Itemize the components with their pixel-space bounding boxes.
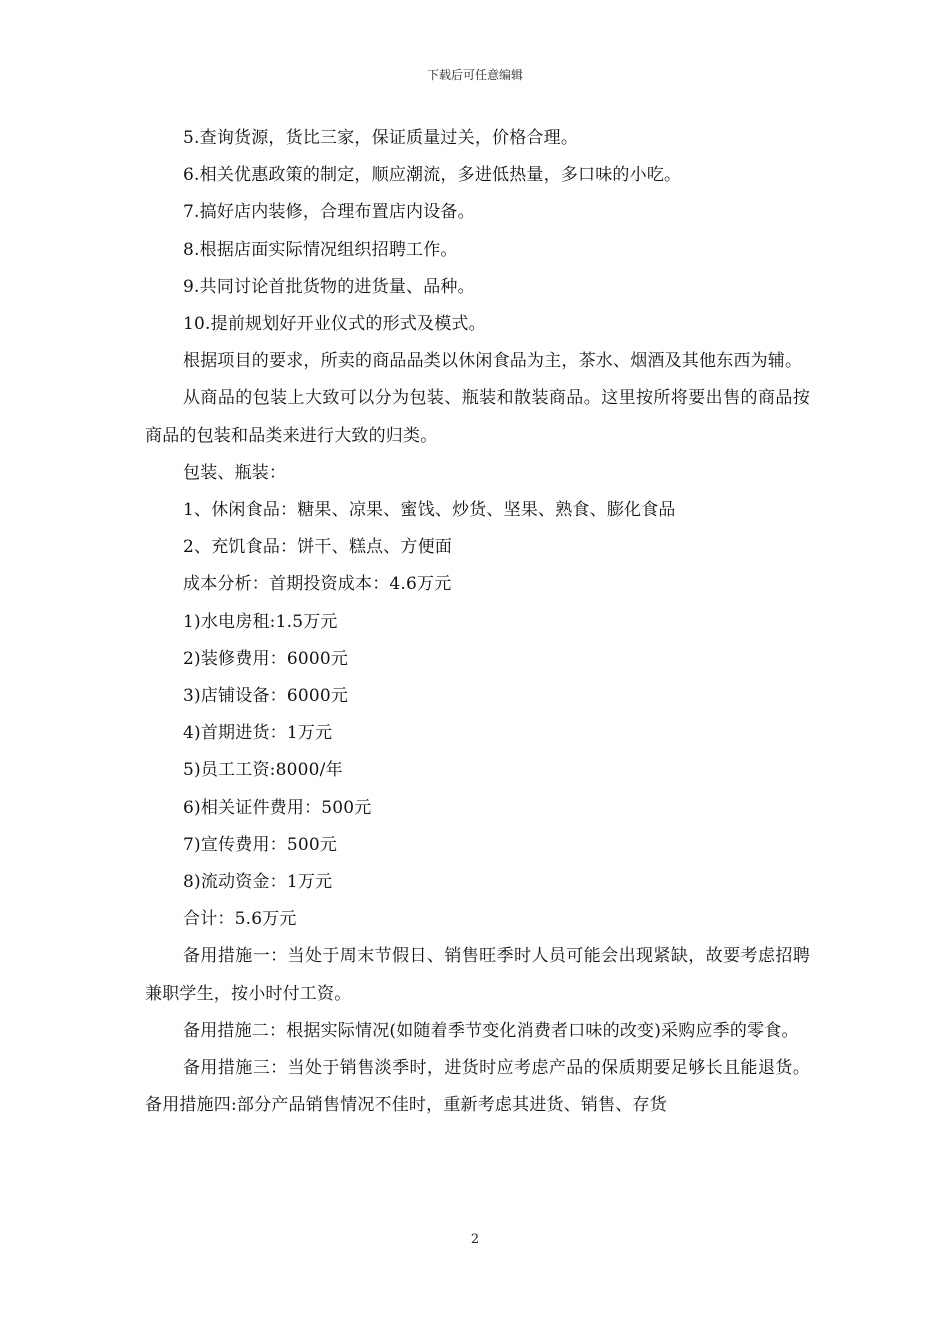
list-item: 10.提前规划好开业仪式的形式及模式。 bbox=[183, 314, 486, 335]
text-line: 包装、瓶装： bbox=[183, 462, 287, 483]
text-line: 成本分析：首期投资成本：4.6万元 bbox=[183, 574, 452, 595]
cost-total: 合计：5.6万元 bbox=[183, 909, 297, 930]
paragraph-packaging: 从商品的包装上大致可以分为包装、瓶装和散装商品。这里按所将要出售的商品按商品的包装和品类来进行大致的归类。 bbox=[145, 388, 810, 446]
text-line: 1、休闲食品：糖果、凉果、蜜饯、炒货、坚果、熟食、膨化食品 bbox=[183, 500, 676, 521]
cost-item: 3)店铺设备：6000元 bbox=[183, 686, 349, 707]
cost-item: 1)水电房租:1.5万元 bbox=[183, 611, 338, 632]
page-header: 下载后可任意编辑 bbox=[426, 68, 523, 82]
list-item: 5.查询货源，货比三家，保证质量过关，价格合理。 bbox=[183, 128, 579, 148]
list-item: 7.搞好店内装修，合理布置店内设备。 bbox=[183, 202, 475, 223]
paragraph-backup-1: 备用措施一：当处于周末节假日、销售旺季时人员可能会出现紧缺，故要考虑招聘兼职学生，按小时付工资。 bbox=[145, 946, 810, 1004]
paragraph-product-categories: 根据项目的要求，所卖的商品品类以休闲食品为主，茶水、烟酒及其他东西为辅。 bbox=[183, 351, 803, 372]
cost-item: 6)相关证件费用：500元 bbox=[183, 797, 372, 818]
cost-item: 2)装修费用：6000元 bbox=[183, 648, 349, 669]
list-item: 8.根据店面实际情况组织招聘工作。 bbox=[183, 239, 458, 260]
text-line: 2、充饥食品：饼干、糕点、方便面 bbox=[183, 537, 453, 558]
cost-item: 5)员工工资:8000/年 bbox=[183, 760, 343, 781]
cost-item: 4)首期进货：1万元 bbox=[183, 723, 333, 744]
list-item: 9.共同讨论首批货物的进货量、品种。 bbox=[183, 276, 475, 297]
list-item: 6.相关优惠政策的制定，顺应潮流，多进低热量，多口味的小吃。 bbox=[183, 165, 682, 186]
page-number: 2 bbox=[470, 1232, 480, 1247]
cost-item: 7)宣传费用：500元 bbox=[183, 834, 338, 855]
paragraph-backup-2: 备用措施二：根据实际情况(如随着季节变化消费者口味的改变)采购应季的零食。 bbox=[183, 1020, 799, 1041]
paragraph-backup-3: 备用措施三：当处于销售淡季时，进货时应考虑产品的保质期要足够长且能退货。备用措施四:部分产品销售情况不佳时，重新考虑其进货、销售、存货 bbox=[145, 1058, 810, 1116]
cost-item: 8)流动资金：1万元 bbox=[183, 872, 333, 893]
document-body bbox=[145, 120, 810, 1124]
